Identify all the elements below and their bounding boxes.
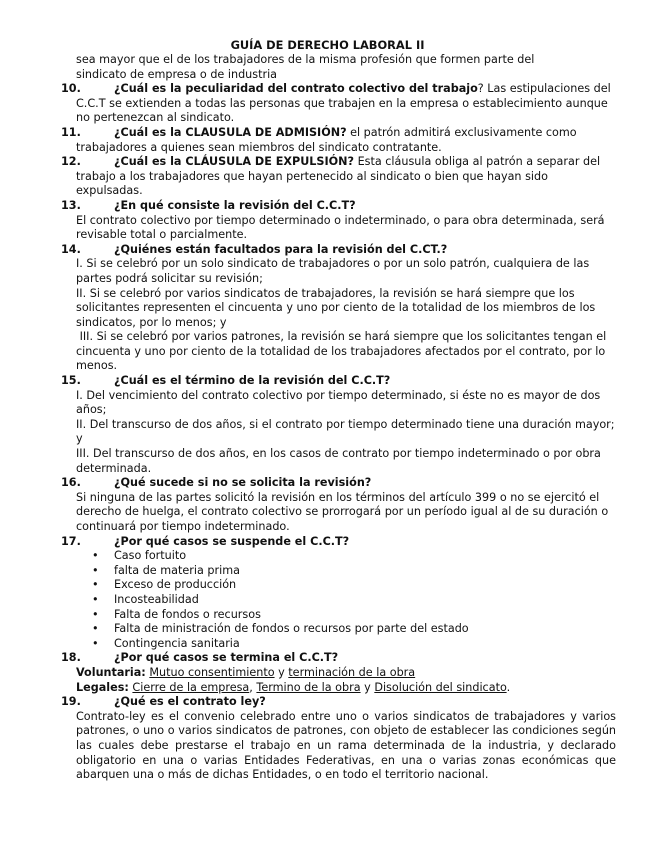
question-17 [61,535,616,550]
legales-item: Termino de la obra [256,680,361,694]
legales-line [61,681,616,696]
separator: , [249,680,257,694]
question-number: 10. [61,82,81,96]
list-item: • Exceso de producción [61,578,616,593]
question-mark: ? [477,82,484,96]
answer-text: Contrato-ley es el convenio celebrado entre uno o varios sindicatos de trabajadores y varios patrones, o uno o varios sindicatos de patrones, con objeto de establecer las condiciones según las cuales debe prestarse el trabajo en un rama determinada de la industria, y declarado obligatorio en una o varias Entidades Federativas, en una o varias zonas económicas que abarquen una o más de dichas Entidades, o en todo el territorio nacional. [76,709,616,782]
question-13 [61,199,616,214]
answer-item: II. Del transcurso de dos años, si el contrato por tiempo determinado tiene una duración mayor; y [76,417,615,446]
list-item: • Falta de ministración de fondos o recursos por parte del estado [61,622,616,637]
question-number: 12. [61,155,81,169]
voluntaria-label: Voluntaria: [76,665,146,679]
question-19 [61,695,616,710]
list-item: • Incosteabilidad [61,593,616,608]
list-item: • Falta de fondos o recursos [61,608,616,623]
question-text: ¿Cuál es la CLAUSULA DE ADMISIÓN? [114,125,347,139]
question-text: ¿Cuál es el término de la revisión del C.C.T? [114,374,391,388]
answer-item: III. Del transcurso de dos años, en los casos de contrato por tiempo indeterminado o por obra determinada. [76,447,601,475]
question-18 [61,651,616,666]
legales-label: Legales: [76,680,129,694]
voluntaria-item: terminación de la obra [288,665,416,679]
question-11 [61,126,616,155]
separator: y [360,680,375,694]
question-12 [61,155,616,199]
question-text: ¿Quiénes están facultados para la revisión del C.CT.? [114,242,448,256]
answer-item: II. Si se celebró por varios sindicatos de trabajadores, la revisión se hará siempre que los solicitantes representen el cincuenta y uno por ciento de la totalidad de los miembros de los sindicatos, por lo menos; y [76,286,596,329]
intro-line-1: sea mayor que el de los trabajadores de la misma profesión que formen parte del [76,53,535,66]
answer-item: III. Si se celebró por varios patrones, la revisión se hará siempre que los solicitantes tengan el cincuenta y uno por ciento de la totalidad de los trabajadores afectados por el contrato, por lo menos. [76,330,610,373]
legales-item: Disolución del sindicato [374,680,507,694]
question-text: ¿Por qué casos se suspende el C.C.T? [114,534,350,548]
question-10 [61,82,616,126]
answer-item: I. Si se celebró por un solo sindicato de trabajadores o por un solo patrón, cualquiera de las partes podrá solicitar su revisión; [76,257,590,285]
answer-item: I. Del vencimiento del contrato colectivo por tiempo determinado, si éste no es mayor de dos años; [76,388,601,417]
question-number: 18. [61,651,81,665]
list-item: • falta de materia prima [61,564,616,579]
separator: . [506,680,511,694]
question-15 [61,374,616,389]
answer-text: Las estipulaciones del C.C.T se extienden a todas las personas que trabajen en la empresa o establecimiento aunque no pertenezcan al sindicato. [76,82,611,125]
suspension-list [61,549,616,651]
question-text: ¿Qué sucede si no se solicita la revisión? [114,476,372,490]
question-text: ¿Cuál es la CLÁUSULA DE EXPULSIÓN? [114,155,355,169]
document-body [61,53,616,783]
question-number: 15. [61,374,81,388]
question-number: 19. [61,695,81,709]
legales-item: Cierre de la empresa [132,680,250,694]
question-number: 14. [61,242,81,256]
answer-text: Si ninguna de las partes solicitó la revisión en los términos del artículo 399 o no se ejercitó el derecho de huelga, el contrato colectivo se prorrogará por un período igual al de su duración o continuará por tiempo indeterminado. [76,490,609,533]
list-item: • Caso fortuito [61,549,616,564]
question-text: ¿En qué consiste la revisión del C.C.T? [114,198,356,212]
question-number: 13. [61,198,81,212]
answer-text: Esta cláusula obliga al patrón a separar del trabajo a los trabajadores que hayan pertenecido al sindicato o bien que hayan sido expulsadas. [76,155,601,198]
question-number: 16. [61,476,81,490]
question-number: 11. [61,125,81,139]
separator: y [274,665,289,679]
answer-text: El contrato colectivo por tiempo determinado o indeterminado, o para obra determinada, será revisable total o parcialmente. [76,213,605,242]
question-text: ¿Qué es el contrato ley? [114,695,266,709]
intro-line-2: sindicato de empresa o de industria [76,67,278,81]
voluntaria-item: Mutuo consentimiento [149,665,275,679]
voluntaria-line [61,666,616,681]
question-text: ¿Cuál es la peculiaridad del contrato colectivo del trabajo [114,82,478,96]
question-number: 17. [61,534,81,548]
list-item: • Contingencia sanitaria [61,637,616,652]
question-16 [61,476,616,491]
question-14 [61,243,616,258]
answer-text: el patrón admitirá exclusivamente como trabajadores a quienes sean miembros del sindicato contratante. [76,125,577,154]
page-title: GUÍA DE DERECHO LABORAL II [230,38,425,52]
question-text: ¿Por qué casos se termina el C.C.T? [114,651,339,665]
